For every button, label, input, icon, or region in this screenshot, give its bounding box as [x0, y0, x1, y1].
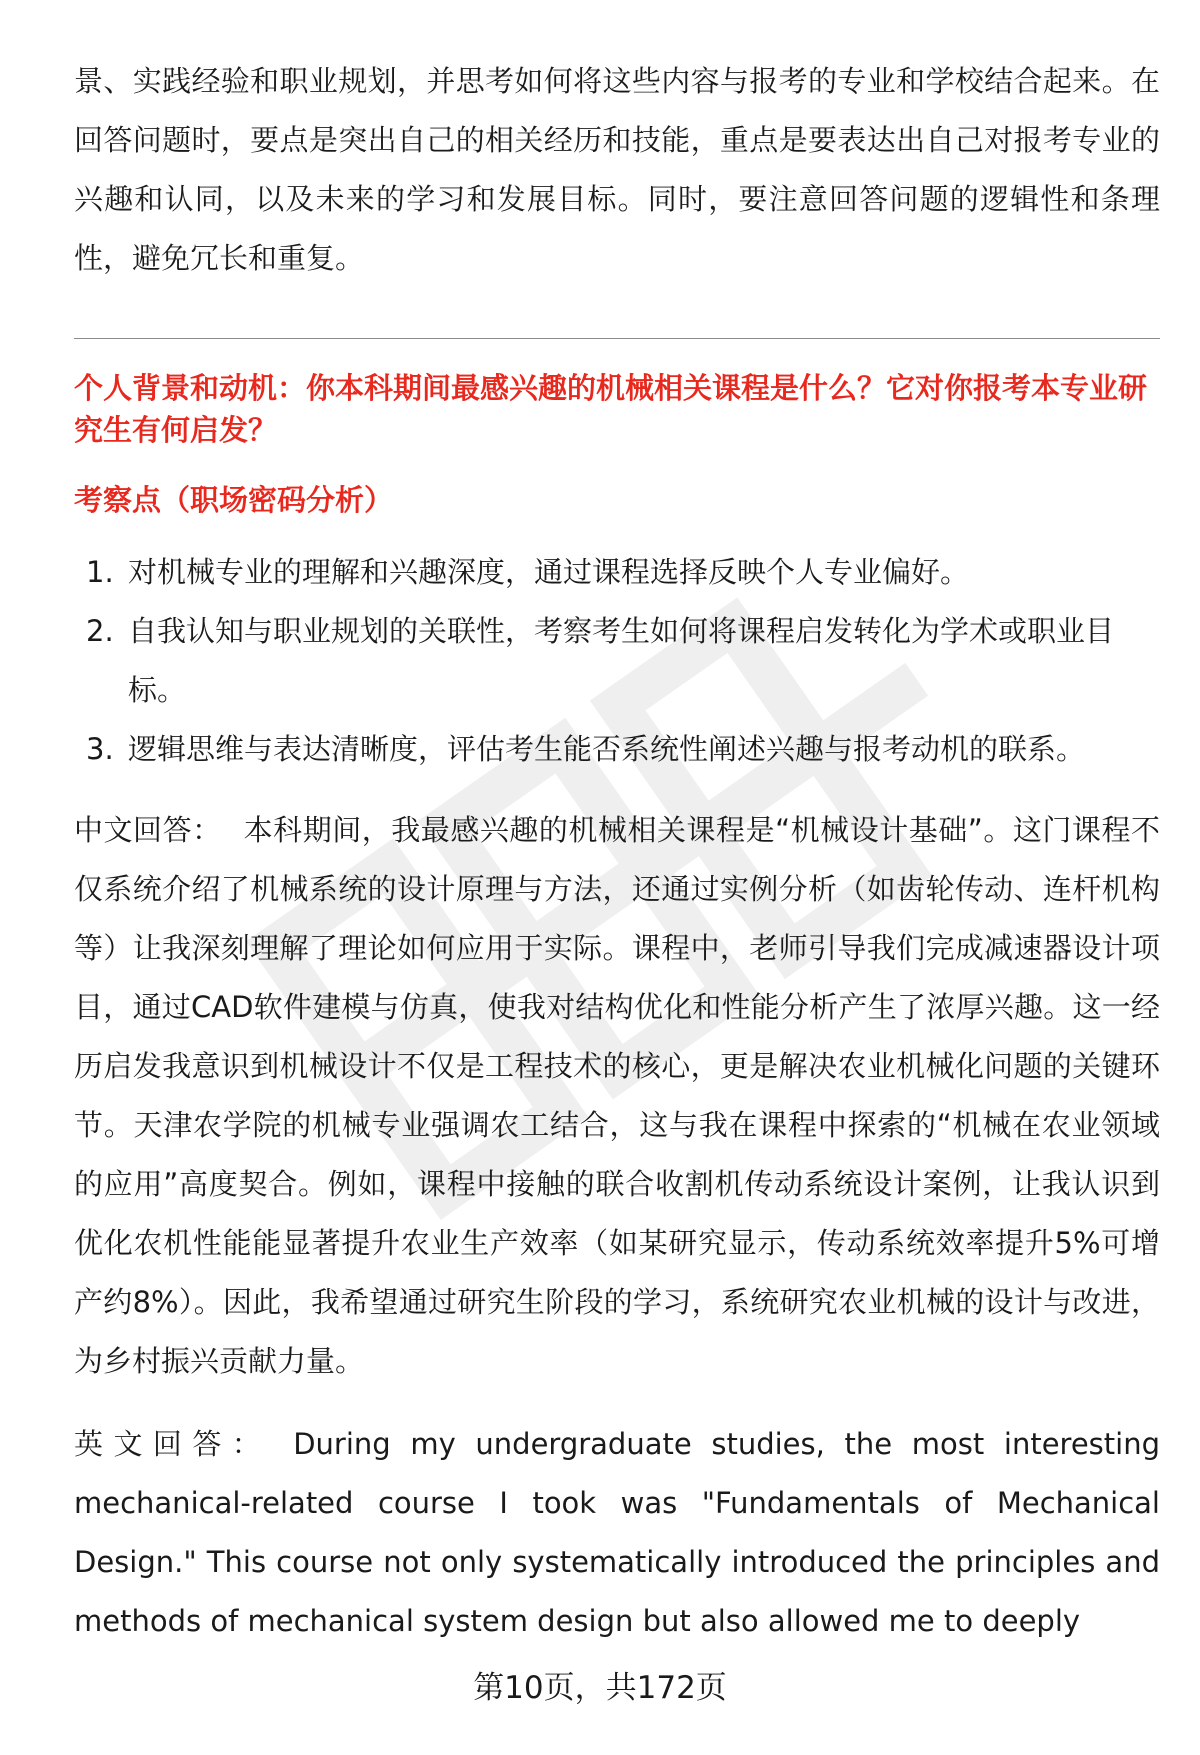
intro-paragraph: 景、实践经验和职业规划，并思考如何将这些内容与报考的专业和学校结合起来。在回答问题时，要点是突出自己的相关经历和技能，重点是要表达出自己对报考专业的兴趣和认同，以及未来的学习和发展目标。同时，要注意回答问题的逻辑性和条理性，避免冗长和重复。 — [74, 64, 1160, 275]
list-item — [74, 720, 1160, 779]
list-text: 对机械专业的理解和兴趣深度，通过课程选择反映个人专业偏好。 — [128, 555, 970, 589]
list-item — [74, 543, 1160, 602]
chinese-answer — [74, 801, 1160, 1391]
question-heading: 个人背景和动机：你本科期间最感兴趣的机械相关课程是什么？它对你报考本专业研究生有何启发？ — [74, 371, 1148, 447]
points-list — [74, 543, 1160, 779]
document-page — [74, 52, 1160, 1651]
english-answer — [74, 1415, 1160, 1651]
page-number: 第10页，共172页 — [473, 1670, 727, 1706]
points-heading: 考察点（职场密码分析） — [74, 483, 394, 517]
english-answer-label: 英文回答： — [74, 1427, 272, 1461]
chinese-answer-text: 本科期间，我最感兴趣的机械相关课程是“机械设计基础”。这门课程不仅系统介绍了机械系统的设计原理与方法，还通过实例分析（如齿轮传动、连杆机构等）让我深刻理解了理论如何应用于实际。课程中，老师引导我们完成减速器设计项目，通过CAD软件建模与仿真，使我对结构优化和性能分析产生了浓厚兴趣。这一经历启发我意识到机械设计不仅是工程技术的核心，更是解决农业机械化问题的关键环节。天津农学院的机械专业强调农工结合，这与我在课程中探索的“机械在农业领域的应用”高度契合。例如，课程中接触的联合收割机传动系统设计案例，让我认识到优化农机性能能显著提升农业生产效率（如某研究显示，传动系统效率提升5%可增产约8%）。因此，我希望通过研究生阶段的学习，系统研究农业机械的设计与改进，为乡村振兴贡献力量。 — [74, 813, 1160, 1378]
list-number: 1. — [86, 555, 114, 589]
list-text: 逻辑思维与表达清晰度，评估考生能否系统性阐述兴趣与报考动机的联系。 — [128, 732, 1086, 766]
chinese-answer-label: 中文回答： — [74, 813, 222, 847]
list-item — [74, 602, 1160, 720]
english-answer-text: During my undergraduate studies, the most interesting mechanical-related course I took was "Fundamentals of Mechanical Design." This course not only systematically introduced the principles and methods of mechanical system design but also allowed me to deeply — [74, 1427, 1160, 1638]
list-text: 自我认知与职业规划的关联性，考察考生如何将课程启发转化为学术或职业目标。 — [128, 614, 1115, 707]
list-number: 3. — [86, 732, 114, 766]
list-number: 2. — [86, 614, 114, 648]
section-divider — [74, 338, 1160, 339]
